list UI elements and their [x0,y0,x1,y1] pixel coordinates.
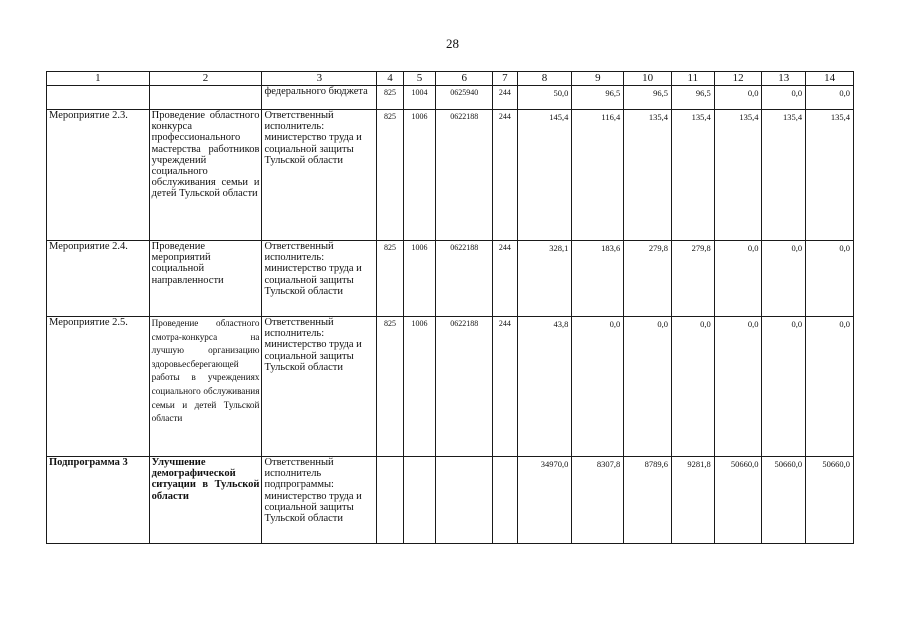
code-cell: 0622188 [436,110,493,241]
table-row [47,110,854,241]
row-description [149,86,262,110]
col-header: 6 [436,72,493,86]
value-cell: 0,0 [762,317,806,457]
col-header: 10 [624,72,672,86]
value-cell: 135,4 [806,110,854,241]
value-cell: 96,5 [572,86,624,110]
value-cell: 0,0 [624,317,672,457]
row-executor: федерального бюджета [262,86,377,110]
value-cell: 8789,6 [624,457,672,544]
code-cell: 825 [377,317,403,457]
value-cell: 135,4 [714,110,762,241]
row-description: Проведение областного конкурса профессионального мастерства работников учреждений социального обслуживания семьи и детей Тульской области [149,110,262,241]
col-header: 7 [493,72,517,86]
value-cell: 0,0 [806,241,854,317]
code-cell: 1006 [403,317,436,457]
row-description: Проведение мероприятий социальной направленности [149,241,262,317]
budget-table [46,71,854,544]
col-header: 5 [403,72,436,86]
value-cell: 0,0 [762,86,806,110]
col-header: 1 [47,72,150,86]
value-cell: 135,4 [624,110,672,241]
value-cell: 145,4 [517,110,572,241]
code-cell [493,457,517,544]
row-executor: Ответственный исполнитель: министерство труда и социальной защиты Тульской области [262,317,377,457]
col-header: 12 [714,72,762,86]
col-header: 2 [149,72,262,86]
value-cell: 0,0 [572,317,624,457]
row-label: Мероприятие 2.3. [47,110,150,241]
col-header: 4 [377,72,403,86]
row-description: Проведение областного смотра-конкурса на лучшую организацию здоровьесберегающей работы в учреждениях социального обслуживания семьи и детей Тульской области [149,317,262,457]
value-cell: 96,5 [624,86,672,110]
value-cell: 0,0 [806,317,854,457]
col-header: 3 [262,72,377,86]
col-header: 14 [806,72,854,86]
value-cell: 34970,0 [517,457,572,544]
code-cell: 0622188 [436,241,493,317]
value-cell: 135,4 [672,110,715,241]
value-cell: 96,5 [672,86,715,110]
table-row [47,241,854,317]
value-cell: 116,4 [572,110,624,241]
code-cell: 244 [493,317,517,457]
value-cell: 135,4 [762,110,806,241]
col-header: 13 [762,72,806,86]
table-row [47,86,854,110]
row-label: Подпрограмма 3 [47,457,150,544]
value-cell: 0,0 [806,86,854,110]
value-cell: 0,0 [714,241,762,317]
value-cell: 0,0 [714,86,762,110]
code-cell [436,457,493,544]
table-row [47,317,854,457]
row-description: Улучшение демографической ситуации в Тульской области [149,457,262,544]
table-row [47,457,854,544]
code-cell [403,457,436,544]
value-cell: 50660,0 [806,457,854,544]
value-cell: 50,0 [517,86,572,110]
col-header: 11 [672,72,715,86]
value-cell: 50660,0 [714,457,762,544]
row-executor: Ответственный исполнитель: министерство труда и социальной защиты Тульской области [262,110,377,241]
value-cell: 8307,8 [572,457,624,544]
value-cell: 50660,0 [762,457,806,544]
page-number: 28 [446,36,459,51]
code-cell [377,457,403,544]
row-label: Мероприятие 2.5. [47,317,150,457]
col-header: 9 [572,72,624,86]
value-cell: 0,0 [714,317,762,457]
value-cell: 0,0 [672,317,715,457]
code-cell: 244 [493,241,517,317]
code-cell: 244 [493,110,517,241]
value-cell: 9281,8 [672,457,715,544]
code-cell: 825 [377,86,403,110]
code-cell: 1006 [403,110,436,241]
code-cell: 244 [493,86,517,110]
value-cell: 279,8 [672,241,715,317]
code-cell: 1004 [403,86,436,110]
row-label: Мероприятие 2.4. [47,241,150,317]
col-header: 8 [517,72,572,86]
value-cell: 43,8 [517,317,572,457]
value-cell: 279,8 [624,241,672,317]
code-cell: 825 [377,241,403,317]
header-row [47,72,854,86]
value-cell: 328,1 [517,241,572,317]
code-cell: 1006 [403,241,436,317]
value-cell: 183,6 [572,241,624,317]
row-label [47,86,150,110]
value-cell: 0,0 [762,241,806,317]
code-cell: 825 [377,110,403,241]
row-executor: Ответственный исполнитель подпрограммы: министерство труда и социальной защиты Тульской области [262,457,377,544]
row-executor: Ответственный исполнитель: министерство труда и социальной защиты Тульской области [262,241,377,317]
code-cell: 0622188 [436,317,493,457]
code-cell: 0625940 [436,86,493,110]
